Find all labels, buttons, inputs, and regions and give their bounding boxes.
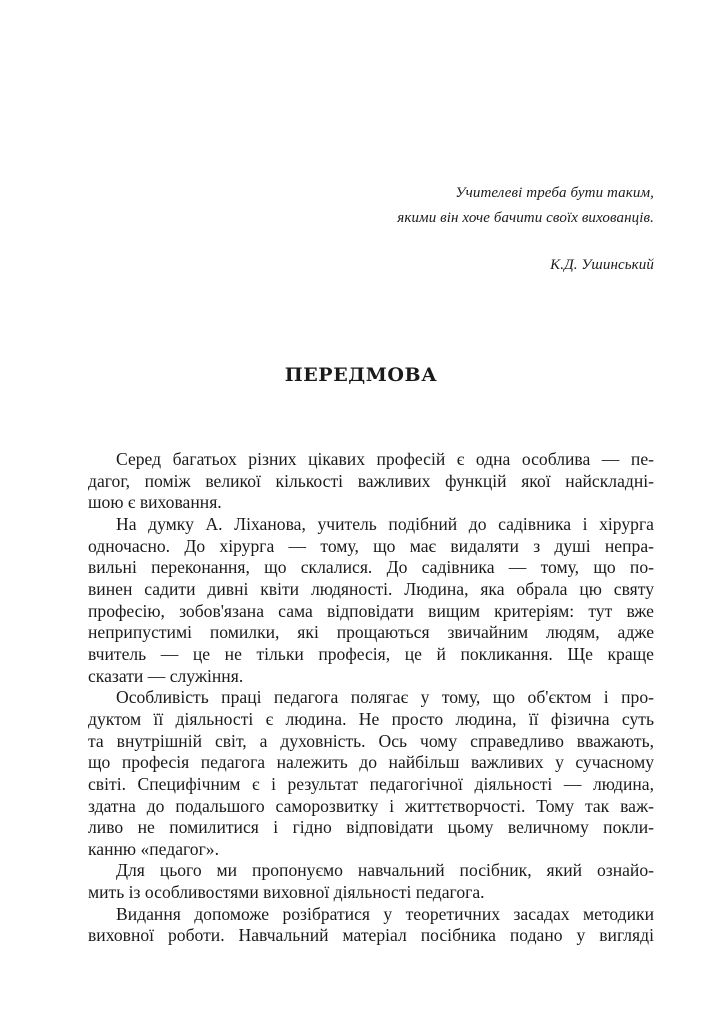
text-line: На думку А. Ліханова, учитель подібний до садівника і хірурга: [116, 513, 654, 534]
text-line: вчитель — це не тільки професія, це й покликання. Ще краще: [88, 643, 654, 664]
text-line: світі. Специфічним є і результат педагогічної діяльності — людина,: [88, 773, 654, 794]
text-line: здатна до подальшого саморозвитку і життєтворчості. Тому так важ-: [88, 795, 654, 816]
text-line: неприпустимі помилки, які прощаються звичайним людям, адже: [88, 622, 654, 643]
text-line: канню «педагог».: [88, 838, 219, 859]
paragraph: [88, 687, 654, 860]
body-text: [88, 449, 654, 947]
text-line: сказати — служіння.: [88, 665, 244, 686]
text-line: мить із особливостями виховної діяльності педагога.: [88, 882, 485, 903]
text-line: ливо не помилитися і гідно відповідати цьому величному покли-: [88, 817, 654, 838]
paragraph: [88, 904, 654, 947]
text-line: що професія педагога належить до найбільш важливих у сучасному: [88, 752, 654, 773]
epigraph: [397, 181, 654, 278]
paragraph: [88, 514, 654, 687]
text-line: одночасно. До хірурга — тому, що має видаляти з душі непра-: [88, 535, 654, 556]
text-line: виховної роботи. Навчальний матеріал посібника подано у вигляді: [88, 925, 654, 946]
text-line: професію, зобов'язана сама відповідати вищим критеріям: тут вже: [88, 600, 654, 621]
text-line: Для цього ми пропонуємо навчальний посібник, який ознайо-: [116, 860, 654, 881]
text-line: Особливість праці педагога полягає у тому, що об'єктом і про-: [116, 687, 654, 708]
text-line: винен садити дивні квіти людяності. Людина, яка обрала цю святу: [88, 578, 654, 599]
paragraph: [88, 860, 654, 903]
text-line: та внутрішній світ, а духовність. Ось чому справедливо вважають,: [88, 730, 654, 751]
text-line: дуктом її діяльності є людина. Не просто людина, її фізична суть: [88, 708, 654, 729]
paragraph: [88, 449, 654, 514]
epigraph-line: Учителеві треба бути таким,: [455, 185, 654, 201]
page-title: ПЕРЕДМОВА: [284, 364, 438, 386]
epigraph-author: К.Д. Ушинський: [550, 257, 654, 273]
text-line: дагог, поміж великої кількості важливих функцій якої найскладні-: [88, 470, 654, 491]
text-line: вильні переконання, що склалися. До садівника — тому, що по-: [88, 557, 654, 578]
text-line: Видання допоможе розібратися у теоретичних засадах методики: [116, 903, 654, 924]
text-line: шою є виховання.: [88, 492, 222, 513]
epigraph-line: якими він хоче бачити своїх вихованців.: [397, 210, 654, 226]
text-line: Серед багатьох різних цікавих професій є одна особлива — пе-: [116, 449, 654, 469]
